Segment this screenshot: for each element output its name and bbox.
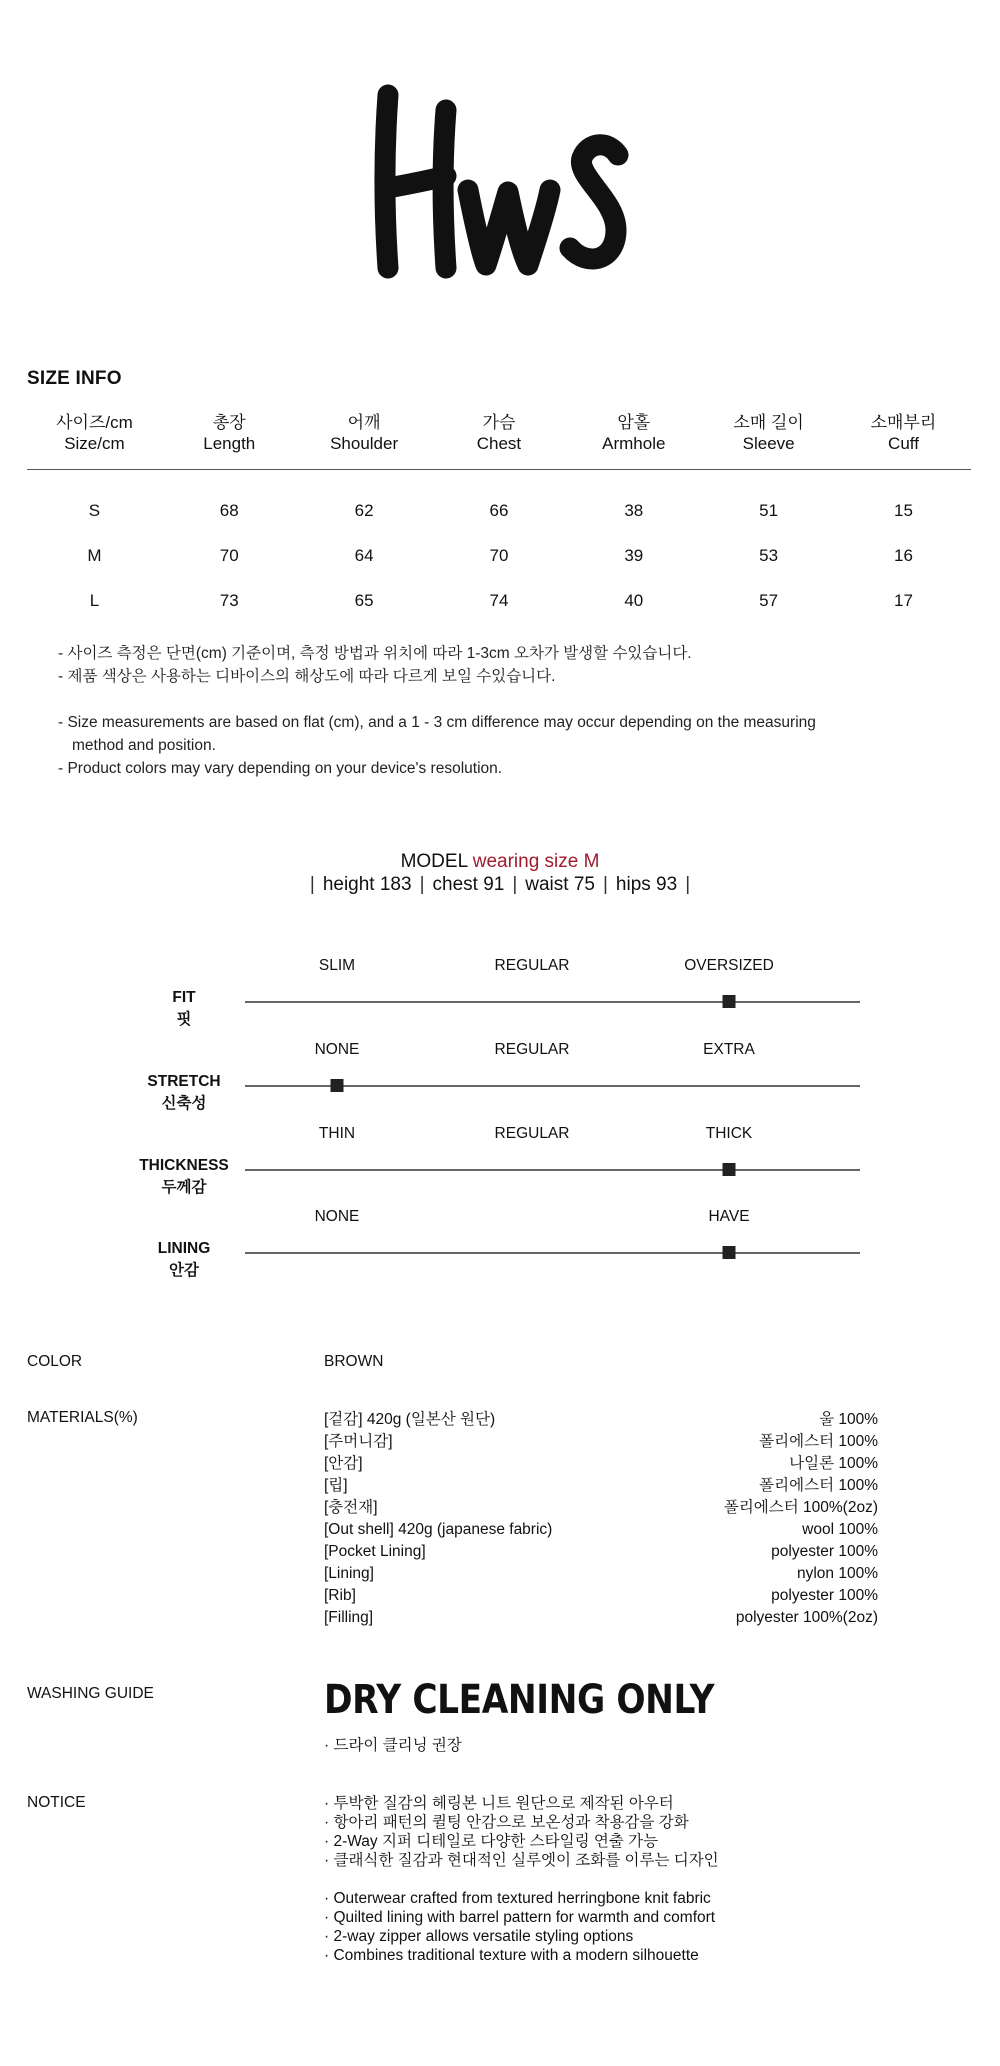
table-cell: 57: [759, 590, 779, 610]
list-item: · 클래식한 질감과 현대적인 실루엣이 조화를 이루는 디자인: [324, 1852, 719, 1869]
header-length: 총장 Length: [203, 413, 256, 453]
color-value: BROWN: [324, 1353, 384, 1370]
header-armhole: 암홀 Armhole: [602, 413, 666, 453]
separator: |: [685, 874, 691, 895]
thickness-option-thin: THIN: [318, 1125, 356, 1142]
color-label: COLOR: [27, 1353, 83, 1370]
table-row: [27, 488, 971, 533]
table-cell: 39: [624, 545, 644, 565]
fit-marker: [723, 995, 736, 1008]
model-hips: hips 93: [615, 874, 678, 895]
model-stats: [302, 873, 698, 896]
stretch-marker: [331, 1079, 344, 1092]
list-item: [립] 폴리에스터 100%: [324, 1477, 878, 1494]
list-item: [주머니감] 폴리에스터 100%: [324, 1433, 878, 1450]
thickness-option-regular: REGULAR: [494, 1125, 570, 1142]
table-cell: 38: [624, 500, 644, 520]
list-item: [Rib] polyester 100%: [324, 1587, 878, 1604]
brand-logo: [0, 80, 1000, 300]
note-en-1: - Size measurements are based on flat (cm), and a 1 - 3 cm difference may occur depending on the measuring: [58, 714, 816, 731]
washing-value: [324, 1677, 878, 1755]
table-cell: 74: [489, 590, 509, 610]
table-row: [27, 533, 971, 578]
fit-option-slim: SLIM: [318, 957, 356, 974]
stretch-label: STRETCH 신축성: [147, 1073, 221, 1112]
separator: |: [309, 874, 315, 895]
notice-list: [324, 1794, 878, 1965]
note-en-2: - Product colors may vary depending on your device's resolution.: [58, 760, 503, 777]
table-cell: 66: [489, 500, 509, 520]
table-cell: 70: [489, 545, 509, 565]
list-item: [Out shell] 420g (japanese fabric) wool 100%: [324, 1521, 878, 1538]
lining-option-have: HAVE: [708, 1208, 750, 1225]
table-cell: 40: [624, 590, 644, 610]
model-wearing-size: wearing size M: [472, 851, 600, 872]
table-cell: 62: [354, 500, 374, 520]
table-row: [27, 578, 971, 623]
thickness-marker: [723, 1163, 736, 1176]
list-item: [충전재] 폴리에스터 100%(2oz): [324, 1499, 878, 1516]
lining-track: [245, 1252, 860, 1254]
header-chest: 가슴 Chest: [476, 413, 522, 453]
model-waist: waist 75: [525, 874, 595, 895]
header-sleeve: 소매 길이 Sleeve: [733, 413, 804, 453]
fit-option-oversized: OVERSIZED: [684, 957, 774, 974]
table-cell: S: [88, 500, 101, 520]
list-item: [Lining] nylon 100%: [324, 1565, 878, 1582]
list-item: [안감] 나일론 100%: [324, 1455, 878, 1472]
list-item: · Combines traditional texture with a modern silhouette: [324, 1947, 699, 1964]
stretch-option-extra: EXTRA: [703, 1041, 755, 1058]
hws-logo-mark: [370, 80, 630, 290]
model-info: [0, 850, 1000, 896]
note-ko-1: - 사이즈 측정은 단면(cm) 기준이며, 측정 방법과 위치에 따라 1-3cm 오차가 발생할 수있습니다.: [58, 645, 692, 662]
thickness-label: THICKNESS 두께감: [139, 1157, 229, 1196]
size-notes: [58, 642, 816, 780]
table-cell: M: [87, 545, 102, 565]
washing-label: WASHING GUIDE: [27, 1685, 154, 1702]
list-item: · 투박한 질감의 헤링본 니트 원단으로 제작된 아우터: [324, 1795, 674, 1812]
list-item: [Pocket Lining] polyester 100%: [324, 1543, 878, 1560]
thickness-track: [245, 1169, 860, 1171]
separator: |: [602, 874, 608, 895]
header-size: 사이즈/cm Size/cm: [56, 413, 133, 453]
model-chest: chest 91: [432, 874, 505, 895]
thickness-option-thick: THICK: [705, 1125, 753, 1142]
lining-label: LINING 안감: [157, 1240, 211, 1279]
size-info-title: SIZE INFO: [27, 368, 122, 389]
fit-track: [245, 1001, 860, 1003]
table-cell: 73: [219, 590, 239, 610]
size-table: [27, 412, 971, 623]
size-table-header: [27, 412, 971, 470]
list-item: [겉감] 420g (일본산 원단) 울 100%: [324, 1411, 878, 1428]
lining-scale: [0, 1208, 1000, 1293]
lining-marker: [723, 1246, 736, 1259]
note-ko-2: - 제품 색상은 사용하는 디바이스의 해상도에 따라 다르게 보일 수있습니다.: [58, 668, 556, 685]
table-cell: 65: [354, 590, 374, 610]
header-cuff: 소매부리 Cuff: [870, 413, 937, 453]
note-en-1-cont: method and position.: [72, 737, 216, 754]
list-item: · 2-way zipper allows versatile styling options: [324, 1928, 634, 1945]
table-cell: 17: [894, 590, 913, 610]
fit-option-regular: REGULAR: [494, 957, 570, 974]
list-item: · 항아리 패턴의 퀼팅 안감으로 보온성과 착용감을 강화: [324, 1814, 689, 1831]
stretch-scale: [0, 1041, 1000, 1126]
stretch-option-regular: REGULAR: [494, 1041, 570, 1058]
table-cell: 70: [219, 545, 239, 565]
materials-list: [324, 1409, 878, 1629]
list-item: · Outerwear crafted from textured herringbone knit fabric: [324, 1890, 711, 1907]
table-cell: L: [89, 590, 100, 610]
model-height: height 183: [322, 874, 412, 895]
fit-label: FIT 핏: [172, 989, 196, 1028]
separator: |: [512, 874, 518, 895]
list-item: · 2-Way 지퍼 디테일로 다양한 스타일링 연출 가능: [324, 1833, 659, 1850]
separator: |: [419, 874, 425, 895]
thickness-scale: [0, 1125, 1000, 1210]
model-heading: [0, 850, 1000, 873]
dry-cleaning-note: · 드라이 클리닝 권장: [324, 1737, 462, 1754]
lining-option-none: NONE: [314, 1208, 360, 1225]
dry-cleaning-headline: DRY CLEANING ONLY: [324, 1677, 715, 1723]
table-cell: 16: [894, 545, 913, 565]
stretch-option-none: NONE: [314, 1041, 360, 1058]
list-item: [Filling] polyester 100%(2oz): [324, 1609, 878, 1626]
table-cell: 53: [759, 545, 779, 565]
table-cell: 51: [759, 500, 779, 520]
table-cell: 15: [894, 500, 913, 520]
table-cell: 64: [354, 545, 374, 565]
model-prefix: MODEL: [400, 851, 468, 872]
header-shoulder: 어깨 Shoulder: [330, 413, 399, 453]
table-cell: 68: [219, 500, 239, 520]
materials-label: MATERIALS(%): [27, 1409, 138, 1426]
fit-scale: [0, 957, 1000, 1042]
notice-label: NOTICE: [27, 1794, 86, 1811]
list-item: · Quilted lining with barrel pattern for warmth and comfort: [324, 1909, 716, 1926]
